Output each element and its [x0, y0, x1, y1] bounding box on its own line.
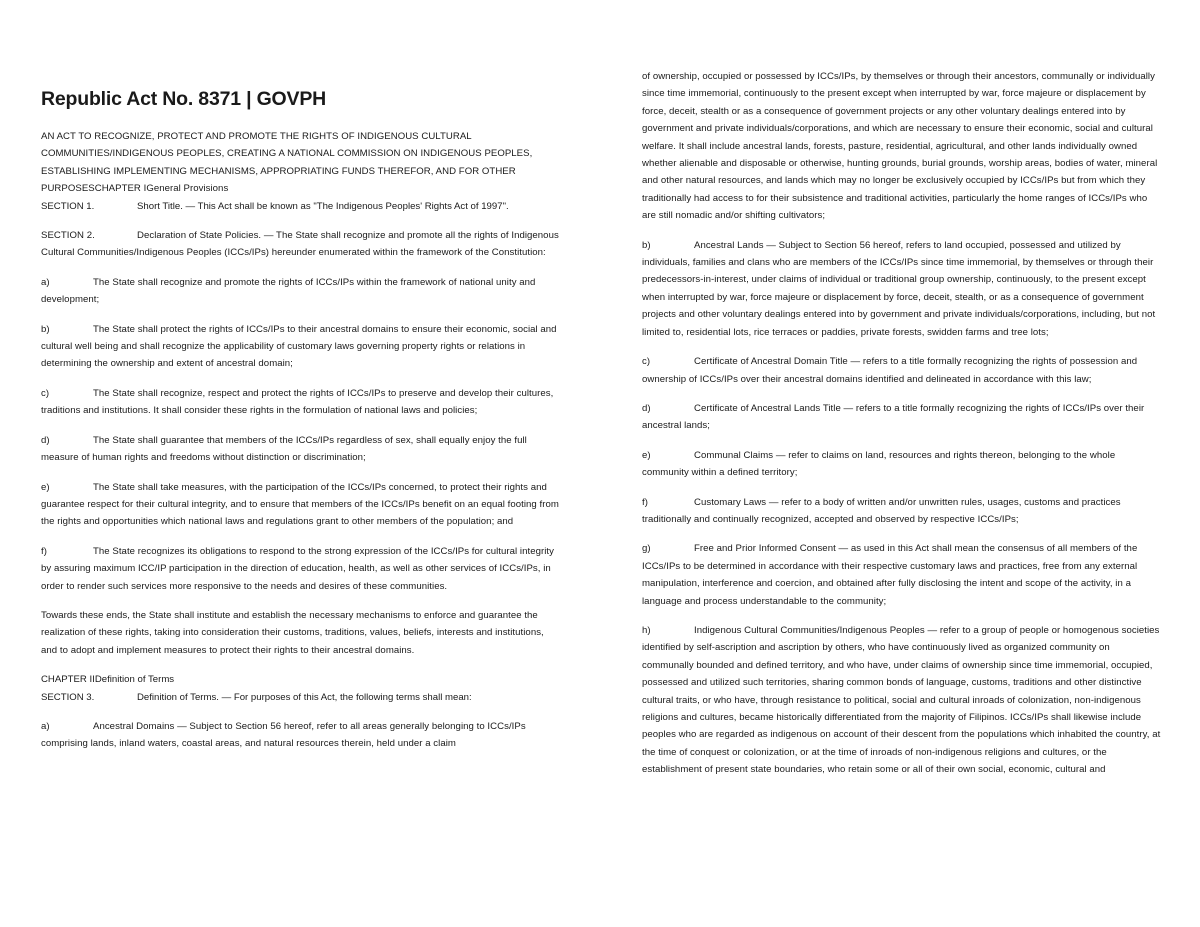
item-label: e): [41, 481, 50, 493]
item-text: Indigenous Cultural Communities/Indigenous Peoples — refer to a group of people or homogenous societies identified by self-ascription and ascription by others, who have continuously lived as organized community on communally bounded and defined territory, and who have, under claims of ownership since time immemorial, occupied, possessed and utilized such territories, sharing common bonds of language, customs, traditions and other distinctive cultural traits, or who have, through resistance to political, social and cultural inroads of colonization, non-indigenous religions and cultures, became historically differentiated from the majority of Filipinos. ICCs/IPs shall likewise include peoples who are regarded as indigenous on account of their descent from the populations which inhabited the country, at the time of conquest or colonization, or at the time of inroads of non-indigenous religions and cultures, or the establishment of present state boundaries, who retain some or all of their own social, economic, cultural and: [642, 624, 1161, 776]
item-label: c): [642, 356, 651, 368]
item-text: Certificate of Ancestral Domain Title — refers to a title formally recognizing the rights of possession and ownership of ICCs/IPs over their ancestral domains identified and delineated in accordance with this law;: [642, 356, 1138, 385]
section-text: Declaration of State Policies. — The State shall recognize and promote all the rights of Indigenous Cultural Communities/Indigenous Peoples (ICCs/IPs) hereunder enumerated within the framework of the Constitution:: [41, 230, 559, 259]
section-text: Short Title. — This Act shall be known as "The Indigenous Peoples' Rights Act of 1997".: [137, 200, 509, 212]
act-title: AN ACT TO RECOGNIZE, PROTECT AND PROMOTE THE RIGHTS OF INDIGENOUS CULTURAL COMMUNITIES/INDIGENOUS PEOPLES, CREATING A NATIONAL COMMISSION ON INDIGENOUS PEOPLES, ESTABLISHING IMPLEMENTING MECHANISMS, APPROPRIATING FUNDS THEREFOR, AND FOR OTHER PURPOSESCHAPTER IGeneral Provisions: [41, 131, 533, 195]
right-column: [642, 68, 1162, 779]
policy-e: [41, 479, 561, 531]
item-label: g): [642, 543, 651, 555]
definition-e: [642, 447, 1162, 482]
item-text: Certificate of Ancestral Lands Title — refers to a title formally recognizing the rights of ICCs/IPs over their ancestral lands;: [642, 402, 1145, 432]
definition-h: [642, 622, 1162, 779]
item-label: f): [642, 496, 648, 508]
section-label: SECTION 1.: [41, 200, 95, 212]
policy-b: [41, 321, 561, 373]
item-label: a): [41, 720, 50, 732]
section-3: [41, 689, 561, 706]
page-title: Republic Act No. 8371 | GOVPH: [41, 88, 327, 110]
policy-d: [41, 432, 561, 467]
item-label: d): [642, 402, 651, 414]
section-label: SECTION 2.: [41, 230, 95, 242]
section-2: [41, 227, 561, 262]
item-label: d): [41, 434, 50, 446]
definition-f: [642, 494, 1162, 529]
section-text: Definition of Terms. — For purposes of this Act, the following terms shall mean:: [137, 691, 472, 703]
item-label: e): [642, 449, 651, 461]
item-text: The State shall recognize and promote the rights of ICCs/IPs within the framework of national unity and development;: [41, 276, 536, 306]
item-label: c): [41, 387, 50, 399]
item-label: b): [41, 323, 50, 335]
item-label: f): [41, 545, 47, 557]
item-label: a): [41, 276, 50, 288]
towards-paragraph: Towards these ends, the State shall institute and establish the necessary mechanisms to enforce and guarantee the realization of these rights, taking into consideration their customs, traditions, values, beliefs, interests and institutions, and to adopt and implement measures to protect their rights to their ancestral domains.: [41, 609, 544, 656]
left-column: [41, 128, 561, 753]
item-text: Ancestral Lands — Subject to Section 56 hereof, refers to land occupied, possessed and utilized by individuals, families and clans who are members of the ICCs/IPs since time immemorial, by themselves or through their predecessors-in-interest, under claims of individual or traditional group ownership, continuously, to the present except when interrupted by war, force majeure or displacement by force, deceit, stealth, or as a consequence of government projects and other voluntary dealings entered into by government and private individuals/corporations, including, but not limited to, residential lots, rice terraces or paddies, private forests, swidden farms and tree lots;: [642, 239, 1156, 338]
item-text: The State shall take measures, with the participation of the ICCs/IPs concerned, to protect their rights and guarantee respect for their cultural integrity, and to ensure that members of the ICCs/IPs benefit on an equal footing from the rights and opportunities which national laws and regulations grant to other members of the population; and: [41, 481, 559, 528]
item-label: h): [642, 624, 651, 636]
item-text: The State shall guarantee that members of the ICCs/IPs regardless of sex, shall equally enjoy the full measure of human rights and freedoms without distinction or discrimination;: [41, 434, 527, 464]
definition-d: [642, 400, 1162, 435]
section-label: SECTION 3.: [41, 691, 95, 703]
item-text: Free and Prior Informed Consent — as used in this Act shall mean the consensus of all members of the ICCs/IPs to be determined in accordance with their respective customary laws and practices, free from any external manipulation, interference and coercion, and obtained after fully disclosing the intent and scope of the activity, in a language and process understandable to the community;: [642, 543, 1138, 607]
definition-g: [642, 540, 1162, 610]
item-label: b): [642, 239, 651, 251]
policy-a: [41, 274, 561, 309]
definition-a: [41, 718, 561, 753]
item-text: The State shall recognize, respect and protect the rights of ICCs/IPs to preserve and develop their cultures, traditions and institutions. It shall consider these rights in the formulation of national laws and policies;: [41, 387, 554, 417]
definition-b: [642, 237, 1162, 341]
item-text: The State shall protect the rights of ICCs/IPs to their ancestral domains to ensure their economic, social and cultural well being and shall recognize the applicability of customary laws governing property rights or relations in determining the ownership and extent of ancestral domain;: [41, 323, 557, 370]
section-1: [41, 198, 561, 215]
policy-f: [41, 543, 561, 595]
item-text: Ancestral Domains — Subject to Section 56 hereof, refer to all areas generally belonging to ICCs/IPs comprising lands, inland waters, coastal areas, and natural resources therein, held under a claim: [41, 720, 526, 750]
chapter-2-heading: CHAPTER IIDefinition of Terms: [41, 674, 175, 686]
definition-c: [642, 353, 1162, 388]
item-text: Communal Claims — refer to claims on land, resources and rights thereon, belonging to the whole community within a defined territory;: [642, 449, 1116, 479]
definition-a-continued: of ownership, occupied or possessed by ICCs/IPs, by themselves or through their ancestors, communally or individually since time immemorial, continuously to the present except when interrupted by war, force majeure or displacement by force, deceit, stealth or as a consequence of government projects or any other voluntary dealings entered into by government and private individuals/corporations, and which are necessary to ensure their economic, social and cultural welfare. It shall include ancestral lands, forests, pasture, residential, agricultural, and other lands individually owned whether alienable and disposable or otherwise, hunting grounds, burial grounds, worship areas, bodies of water, mineral and other natural resources, and lands which may no longer be exclusively occupied by ICCs/IPs but from which they traditionally had access to for their subsistence and traditional activities, particularly the home ranges of ICCs/IPs who are still nomadic and/or shifting cultivators;: [642, 71, 1158, 222]
policy-c: [41, 385, 561, 420]
item-text: Customary Laws — refer to a body of written and/or unwritten rules, usages, customs and practices traditionally and continually recognized, accepted and observed by respective ICCs/IPs;: [642, 496, 1121, 525]
item-text: The State recognizes its obligations to respond to the strong expression of the ICCs/IPs for cultural integrity by assuring maximum ICC/IP participation in the direction of education, health, as well as other services of ICCs/IPs, in order to render such services more responsive to the needs and desires of these communities.: [41, 545, 554, 592]
